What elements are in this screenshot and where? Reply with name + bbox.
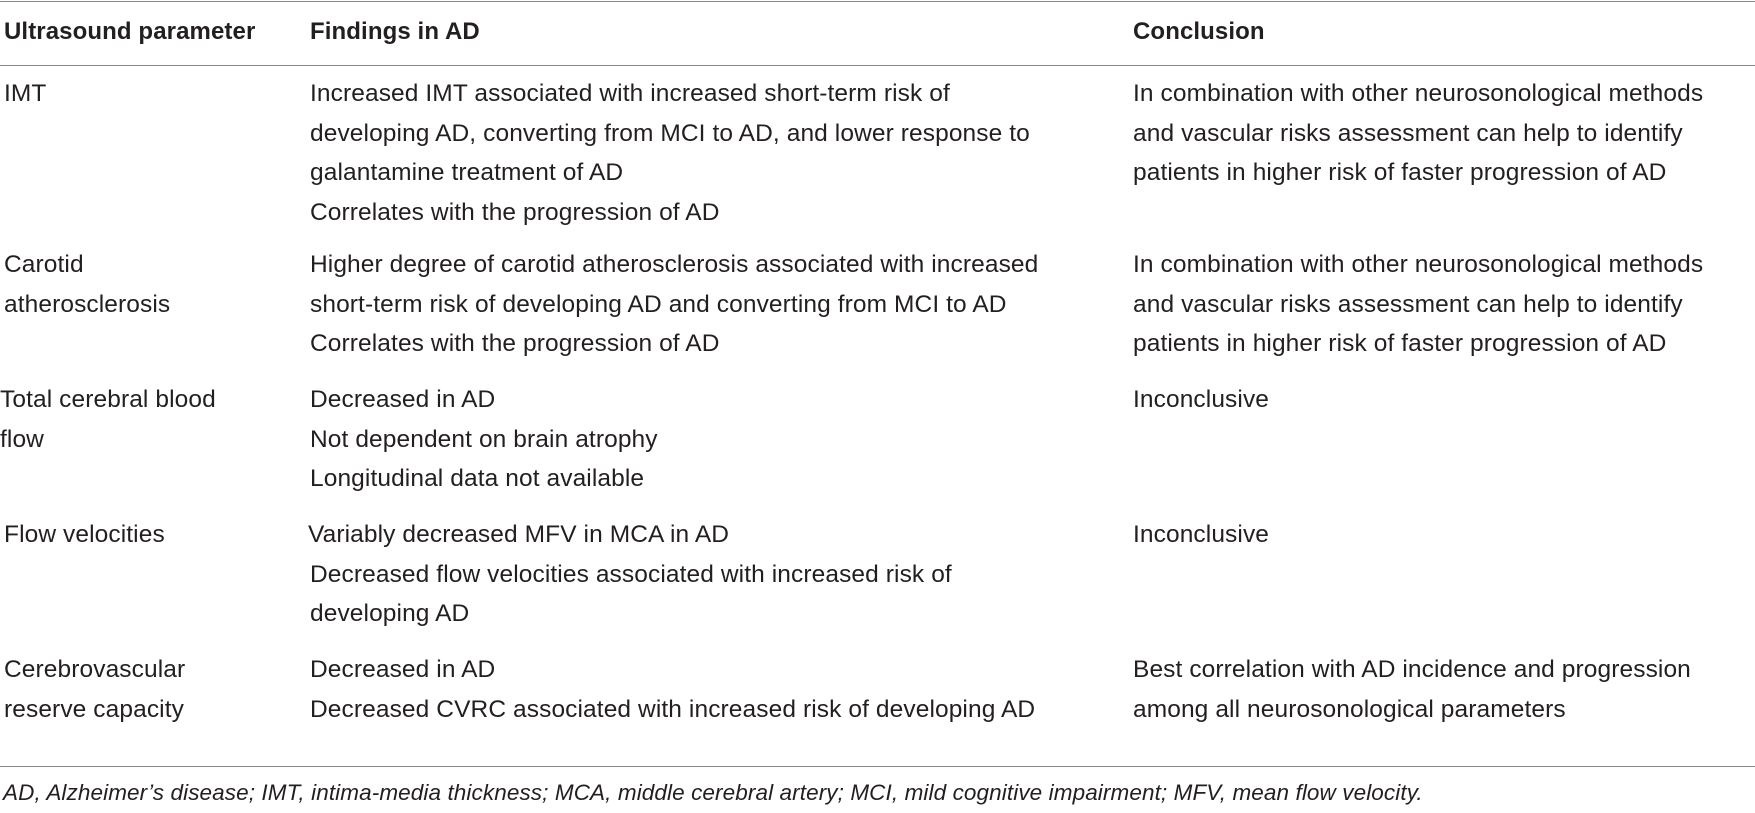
parameter-line: flow (0, 425, 44, 453)
parameter-line: atherosclerosis (4, 290, 171, 318)
conclusion-line: Inconclusive (1133, 386, 1270, 413)
cell-conclusion (1130, 503, 1755, 638)
conclusion-line: Best correlation with AD incidence and progression (1133, 656, 1691, 683)
findings-line: Decreased CVRC associated with increased risk of developing AD (310, 695, 1036, 723)
table-row-imt (0, 66, 1755, 233)
conclusion-line: In combination with other neurosonological methods (1133, 80, 1704, 107)
findings-line: Correlates with the progression of AD (310, 198, 720, 226)
cell-findings (303, 368, 1130, 503)
cell-parameter (0, 66, 303, 233)
findings-line: Decreased in AD (310, 656, 496, 683)
parameter-line: Flow velocities (4, 521, 165, 548)
cell-parameter (0, 368, 303, 503)
table-footnote: AD, Alzheimer’s disease; IMT, intima-media thickness; MCA, middle cerebral artery; MCI, mild cognitive impairment; MFV, mean flow velocity. (3, 780, 1423, 805)
table-row-total-cerebral-blood-flow (0, 368, 1755, 503)
findings-line: Variably decreased MFV in MCA in AD (308, 521, 730, 548)
findings-line: Correlates with the progression of AD (310, 330, 720, 357)
cell-findings (303, 638, 1130, 734)
conclusion-line: among all neurosonological parameters (1133, 695, 1566, 723)
parameter-line: IMT (4, 80, 47, 107)
table-header-row (0, 0, 1755, 66)
cell-findings (303, 66, 1130, 233)
findings-line: Decreased in AD (310, 386, 496, 413)
conclusion-line: Inconclusive (1133, 521, 1270, 548)
cell-findings (303, 503, 1130, 638)
findings-line: galantamine treatment of AD (310, 159, 624, 186)
findings-line: Decreased flow velocities associated with increased risk of (310, 560, 952, 588)
findings-line: developing AD (310, 600, 470, 627)
findings-line: short-term risk of developing AD and converting from MCI to AD (310, 290, 1007, 318)
parameter-line: Carotid (4, 251, 84, 278)
conclusion-line: and vascular risks assessment can help to identify (1133, 290, 1683, 318)
conclusion-line: In combination with other neurosonological methods (1133, 251, 1704, 278)
conclusion-line: and vascular risks assessment can help to identify (1133, 119, 1683, 147)
parameter-line: Total cerebral blood (0, 386, 216, 413)
cell-conclusion (1130, 368, 1755, 503)
table-row-flow-velocities (0, 503, 1755, 638)
table-bottom-rule (0, 766, 1755, 767)
findings-line: developing AD, converting from MCI to AD, and lower response to (310, 119, 1030, 147)
cell-parameter (0, 638, 303, 734)
conclusion-line: patients in higher risk of faster progression of AD (1133, 330, 1667, 357)
parameter-line: reserve capacity (4, 695, 184, 723)
cell-parameter (0, 233, 303, 368)
table-row-cerebrovascular-reserve-capacity (0, 638, 1755, 734)
findings-line: Higher degree of carotid atherosclerosis associated with increased (310, 251, 1039, 278)
findings-line: Increased IMT associated with increased short-term risk of (310, 80, 950, 107)
parameter-line: Cerebrovascular (4, 656, 186, 683)
cell-conclusion (1130, 233, 1755, 368)
table-row-carotid-atherosclerosis (0, 233, 1755, 368)
cell-findings (303, 233, 1130, 368)
cell-conclusion (1130, 638, 1755, 734)
header-conclusion: Conclusion (1133, 18, 1265, 45)
cell-conclusion (1130, 66, 1755, 233)
conclusion-line: patients in higher risk of faster progression of AD (1133, 159, 1667, 186)
findings-line: Not dependent on brain atrophy (310, 425, 658, 453)
findings-line: Longitudinal data not available (310, 465, 645, 492)
header-ultrasound-parameter: Ultrasound parameter (4, 18, 256, 45)
cell-parameter (0, 503, 303, 638)
header-findings-in-ad: Findings in AD (310, 18, 480, 45)
